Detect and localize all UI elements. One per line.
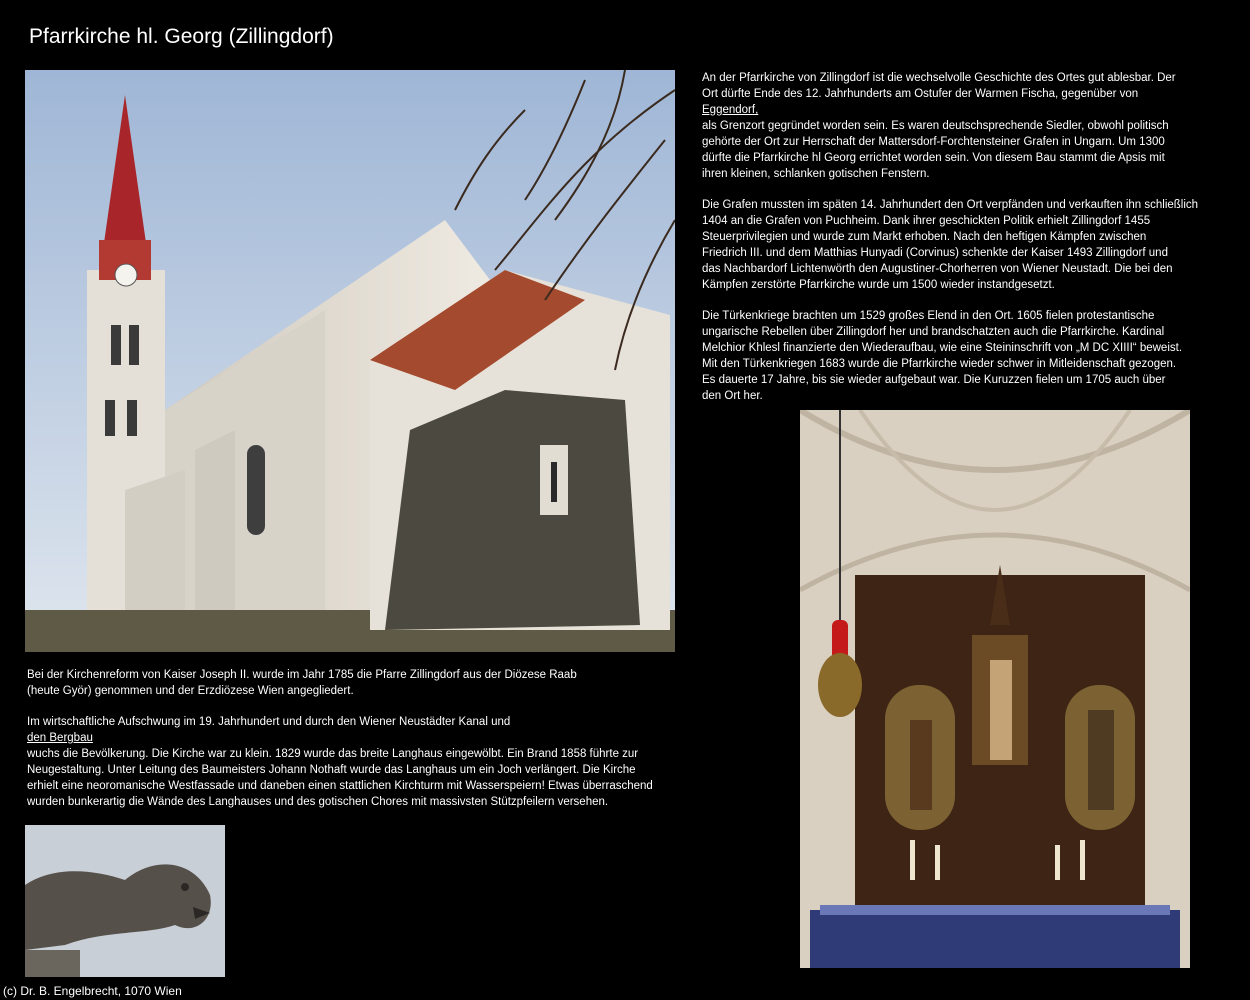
text-line: als Grenzort gegründet worden sein. Es waren deutschsprechende Siedler, obwohl politisch [702,120,1169,132]
paragraph-founding [702,70,1232,182]
eggendorf-link[interactable]: Eggendorf, [702,104,759,116]
altar-interior-photo[interactable] [800,410,1190,968]
text-line: ihren kleinen, schlanken gotischen Fenstern. [702,168,930,180]
page-title: Pfarrkirche hl. Georg (Zillingdorf) [29,25,334,48]
text-line: An der Pfarrkirche von Zillingdorf ist die wechselvolle Geschichte des Ortes gut ablesbar. Der [702,72,1176,84]
text-line: erhielt eine neoromanische Westfassade und daneben einen stattlichen Kirchturm mit Wasserspeiern! Etwas überraschend [27,780,653,792]
text-line: ungarische Rebellen über Zillingdorf her und brandschatzten auch die Pfarrkirche. Kardinal [702,326,1165,338]
text-line: Die Türkenkriege brachten um 1529 großes Elend in den Ort. 1605 fielen protestantische [702,310,1155,322]
paragraph-19th-century [27,714,707,810]
church-exterior-photo[interactable] [25,70,675,652]
text-line: Mit den Türkenkriegen 1683 wurde die Pfarrkirche wieder schwer in Mitleidenschaft gezogen. [702,358,1177,370]
copyright-credit: (c) Dr. B. Engelbrecht, 1070 Wien [3,984,182,998]
text-line: Die Grafen mussten im späten 14. Jahrhundert den Ort verpfänden und verkauften ihn schließlich [702,199,1199,211]
paragraph-turkish-wars [702,308,1232,404]
text-line: Kämpfen zerstörte Pfarrkirche wurde um 1500 wieder instandgesetzt. [702,279,1055,291]
text-line: Bei der Kirchenreform von Kaiser Joseph II. wurde im Jahr 1785 die Pfarre Zillingdorf aus der Diözese Raab [27,669,577,681]
text-line: das Nachbardorf Lichtenwörth den Augustiner-Chorherren von Wiener Neustadt. Die bei den [702,263,1173,275]
text-line: wuchs die Bevölkerung. Die Kirche war zu klein. 1829 wurde das breite Langhaus eingewölbt. Ein Brand 1858 führte zur [27,748,639,760]
paragraph-church-reform [27,667,707,699]
text-line: (heute Györ) genommen und der Erzdiözese Wien angegliedert. [27,685,354,697]
text-line: Im wirtschaftliche Aufschwung im 19. Jahrhundert und durch den Wiener Neustädter Kanal und [27,716,511,728]
history-text-right [702,70,1232,404]
text-line: wurden bunkerartig die Wände des Langhauses und des gotischen Chores mit massivsten Stützpfeilern versehen. [27,796,609,808]
gargoyle-image [25,825,225,977]
text-line: Steuerprivilegien und wurde zum Markt erhoben. Nach den heftigen Kämpfen zwischen [702,231,1147,243]
text-line: gehörte der Ort zur Herrschaft der Mattersdorf-Forchtensteiner Grafen in Ungarn. Um 1300 [702,136,1165,148]
church-exterior-image [25,70,675,652]
text-line: Es dauerte 17 Jahre, bis sie wieder aufgebaut war. Die Kuruzzen fielen um 1705 auch über [702,374,1166,386]
history-text-left [27,667,707,810]
text-line: Melchior Khlesl finanzierte den Wiederaufbau, wie eine Steininschrift von „M DC XIIII“ beweist. [702,342,1183,354]
text-line: dürfte die Pfarrkirche hl Georg errichtet worden sein. Von diesem Bau stammt die Apsis mit [702,152,1165,164]
text-line: Ort dürfte Ende des 12. Jahrhunderts am Ostufer der Warmen Fischa, gegenüber von [702,88,1139,100]
text-line: 1404 an die Grafen von Puchheim. Dank ihrer geschickten Politik erhielt Zillingdorf 1455 [702,215,1151,227]
text-line: Neugestaltung. Unter Leitung des Baumeisters Johann Nothaft wurde das Langhaus um ein Joch verlängert. Die Kirche [27,764,636,776]
altar-interior-image [800,410,1190,968]
paragraph-counts [702,197,1232,293]
text-line: Friedrich III. und dem Matthias Hunyadi (Corvinus) schenkte der Kaiser 1493 Zillingdorf und [702,247,1168,259]
bergbau-link[interactable]: den Bergbau [27,732,93,744]
text-line: den Ort her. [702,390,763,402]
gargoyle-photo[interactable] [25,825,225,977]
